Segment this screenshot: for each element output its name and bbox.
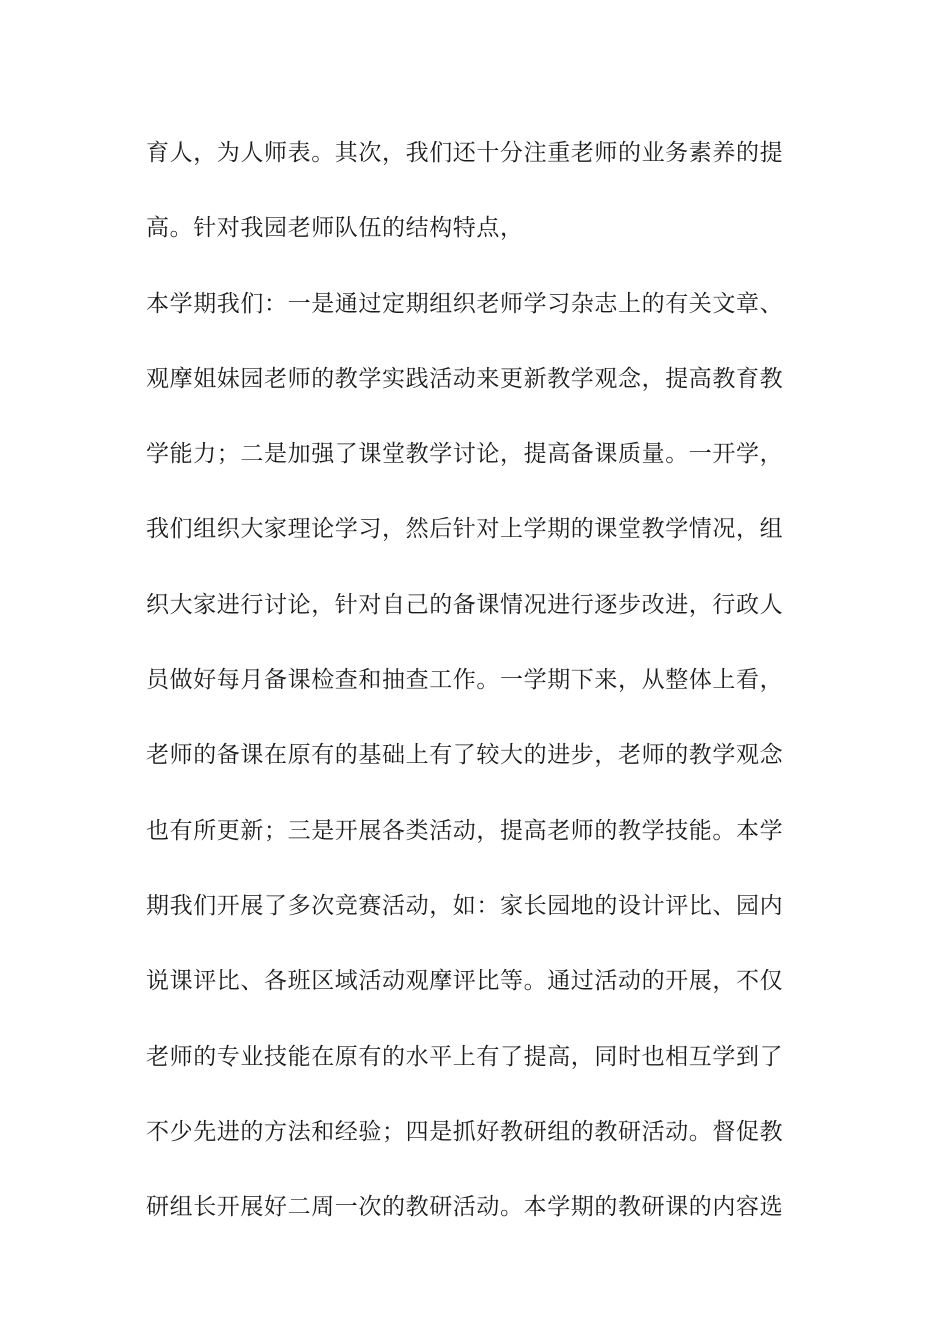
- text-line: 老师的备课在原有的基础上有了较大的进步，老师的教学观念: [146, 742, 784, 769]
- text-line: 织大家进行讨论，针对自己的备课情况进行逐步改进，行政人: [146, 591, 784, 618]
- text-line: 观摩姐妹园老师的教学实践活动来更新教学观念，提高教育教: [146, 365, 784, 392]
- text-line: 也有所更新；三是开展各类活动，提高老师的教学技能。本学: [146, 817, 784, 844]
- document-body-text: [146, 132, 816, 1261]
- text-line: 说课评比、各班区域活动观摩评比等。通过活动的开展，不仅: [146, 968, 784, 995]
- text-line: 本学期我们：一是通过定期组织老师学习杂志上的有关文章、: [146, 290, 784, 317]
- text-line: 老师的专业技能在原有的水平上有了提高，同时也相互学到了: [146, 1043, 784, 1070]
- text-line: 员做好每月备课检查和抽查工作。一学期下来，从整体上看，: [146, 667, 784, 694]
- text-line: 不少先进的方法和经验；四是抓好教研组的教研活动。督促教: [146, 1118, 784, 1145]
- text-line: 育人，为人师表。其次，我们还十分注重老师的业务素养的提: [146, 140, 784, 166]
- text-line: 期我们开展了多次竞赛活动，如：家长园地的设计评比、园内: [146, 892, 784, 919]
- text-line: 学能力；二是加强了课堂教学讨论，提高备课质量。一开学，: [146, 441, 784, 468]
- text-line: 研组长开展好二周一次的教研活动。本学期的教研课的内容选: [146, 1194, 784, 1221]
- text-line: 高。针对我园老师队伍的结构特点，: [146, 215, 524, 242]
- text-line: 我们组织大家理论学习，然后针对上学期的课堂教学情况，组: [146, 516, 784, 543]
